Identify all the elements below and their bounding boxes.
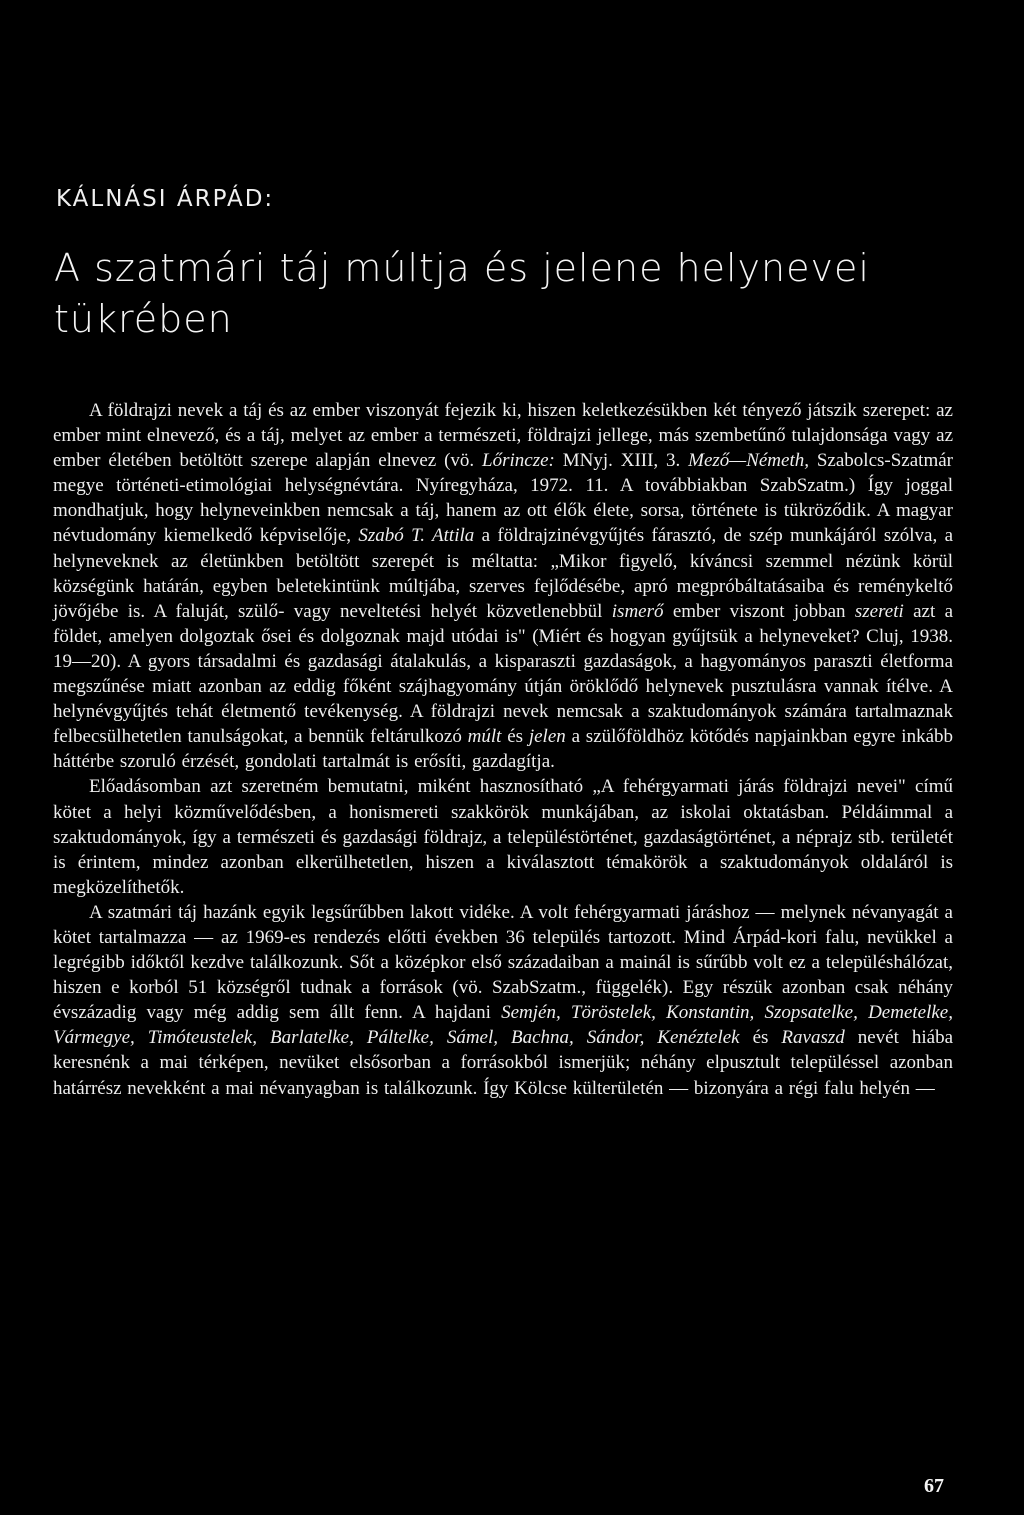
article-body (53, 398, 953, 1101)
text-run: MNyj. XIII, 3. (554, 450, 689, 472)
text-run: a szülőföldhöz kötődés napjainkban egyre inkább háttérbe szoruló érzését, gondolati tartalmát is erősíti, gazdagítja. (53, 726, 954, 773)
paragraph-1 (53, 398, 953, 774)
author-name: KÁLNÁSI ÁRPÁD: (56, 186, 275, 212)
italic-place-names: Ravaszd (781, 1027, 845, 1049)
page-number: 67 (924, 1475, 944, 1497)
italic-place-names: Semjén, Töröstelek, Konstantin, Szopsatelke, Demetelke, Vármegye, Timóteustelek, Barlatelke, Páltelke, Sámel, Bachna, Sándor, Kenéztelek (53, 1002, 953, 1049)
text-run: A földrajzi nevek a táj és az ember viszonyát fejezik ki, hiszen keletkezésükben két tényező játszik szerepet: az ember mint elnevező, és a táj, melyet az ember a természeti, földrajzi jellege, más szembetűnő tulajdonsága vagy az ember életében betöltött szerepe alapján elnevez (vö. (53, 400, 953, 472)
article-title: A szatmári táj múltja és jelene helynevei tükrében (54, 246, 870, 341)
text-run: és (501, 726, 529, 748)
italic-author-name: Szabó T. Attila (358, 525, 475, 547)
italic-emphasis: múlt (467, 726, 502, 748)
italic-author-name: Mező—Németh, (688, 450, 809, 472)
text-run: A szatmári táj hazánk egyik legsűrűbben lakott vidéke. A volt fehérgyarmati járáshoz — melynek névanyagát a kötet tartalmazza — az 1969-es rendezés előtti években 36 település tartozott. Mind Árpád-kori falu, nevükkel a legrégibb időktől kezdve találkozunk. Sőt a középkor első századaiban a mainál is sűrűbb volt ez a településhálózat, hiszen e korból 51 községről tudnak a források (vö. SzabSzatm., függelék). Egy részük azonban csak néhány évszázadig vagy még addig sem állt fenn. A hajdani (53, 901, 953, 1024)
italic-emphasis: ismerő (611, 600, 664, 622)
italic-author-name: Lőrincze: (482, 450, 555, 472)
text-run: nevét hiába keresnénk a mai térképen, nevüket elsősorban a forrásokból ismerjük; néhány elpusztult településsel azonban határrész nevekként a mai névanyagban is találkozunk. Így Kölcse külterületén — bizonyára a régi falu helyén — (53, 1027, 953, 1099)
paragraph-3 (53, 900, 953, 1101)
text-run: a földrajzinévgyűjtés fárasztó, de szép munkájáról szólva, a helyneveknek az életünkben betöltött szerepét is méltatta: „Mikor figyelő, kíváncsi szemmel nézünk körül községünk határán, egyben beletekintünk múltjába, szerves fejlődésébe, apró megpróbáltatásaiba és reménykeltő jövőjébe is. A faluját, szülő- vagy neveltetési helyét közvetlenebbül (53, 525, 953, 622)
text-run: ember viszont jobban (663, 600, 855, 622)
text-run: azt a földet, amelyen dolgoztak ősei és dolgoznak majd utódai is" (Miért és hogyan gyűjtsük a helyneveket? Cluj, 1938. 19—20). A gyors társadalmi és gazdasági átalakulás, a kisparaszti gazdaságok, a hagyományos paraszti életforma megszűnése miatt azonban az eddig főként szájhagyomány útján öröklődő helynevek pusztulásra vannak ítélve. A helynévgyűjtés tehát életmentő tevékenység. A földrajzi nevek nemcsak a szaktudományok számára tartalmaznak felbecsülhetetlen tanulságokat, a bennük feltárulkozó (53, 600, 954, 748)
paragraph-2: Előadásomban azt szeretném bemutatni, miként hasznosítható „A fehérgyarmati járás földrajzi nevei" című kötet a helyi közművelődésben, a honismereti szakkörök munkájában, az iskolai oktatásban. Példáimmal a szaktudományok, így a természeti és gazdasági földrajz, a településtörténet, gazdaságtörténet, a néprajz stb. területét is érintem, mindez azonban elkerülhetetlen, hiszen a kiválasztott témakörök a szaktudományok oldaláról is megközelíthetők. (53, 776, 953, 898)
text-run: és (739, 1027, 782, 1049)
italic-emphasis: jelen (528, 726, 566, 748)
italic-emphasis: szereti (854, 600, 904, 622)
text-run: Szabolcs-Szatmár megye történeti-etimológiai helységnévtára. Nyíregyháza, 1972. 11. A továbbiakban SzabSzatm.) Így joggal mondhatjuk, hogy helyneveinkben nemcsak a táj, hanem az ott élők élete, sorsa, története is tükröződik. A magyar névtudomány kiemelkedő képviselője, (53, 450, 953, 547)
